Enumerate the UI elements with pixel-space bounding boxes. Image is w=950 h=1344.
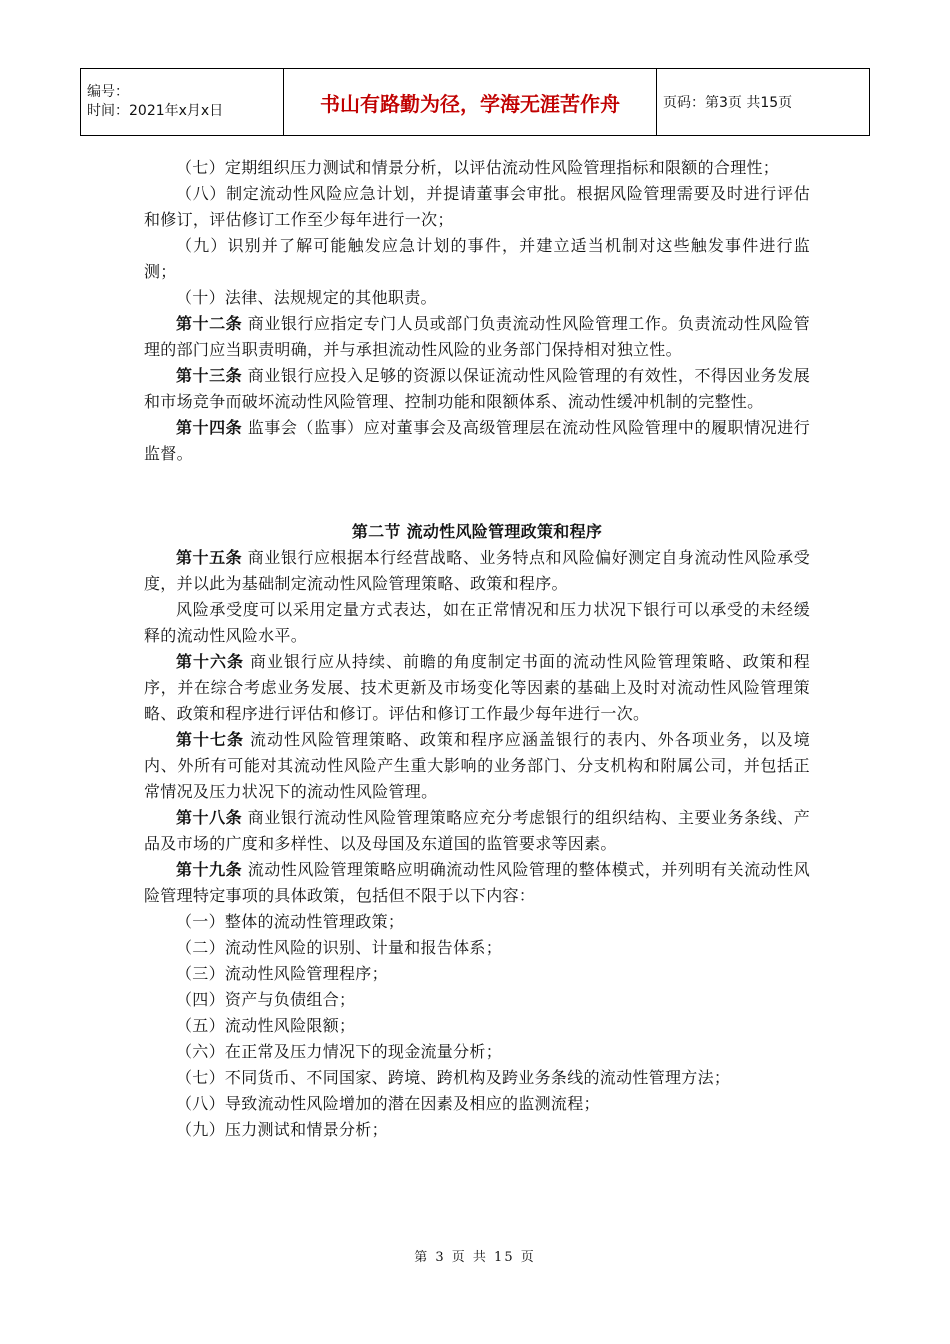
paragraph xyxy=(144,961,810,987)
document-body xyxy=(144,155,810,1143)
paragraph-text: （九）识别并了解可能触发应急计划的事件，并建立适当机制对这些触发事件进行监测； xyxy=(144,236,810,281)
article-number: 第十八条 xyxy=(176,808,243,827)
paragraph-text: （五）流动性风险限额； xyxy=(176,1016,356,1035)
paragraph-text: 商业银行应从持续、前瞻的角度制定书面的流动性风险管理策略、政策和程序，并在综合考虑业务发展、技术更新及市场变化等因素的基础上及时对流动性风险管理策略、政策和程序进行评估和修订。评估和修订工作最少每年进行一次。 xyxy=(144,652,810,723)
paragraph-text: （七）不同货币、不同国家、跨境、跨机构及跨业务条线的流动性管理方法； xyxy=(176,1068,731,1087)
paragraph-text: 商业银行流动性风险管理策略应充分考虑银行的组织结构、主要业务条线、产品及市场的广度和多样性、以及母国及东道国的监管要求等因素。 xyxy=(144,808,810,853)
paragraph xyxy=(144,727,810,805)
article-number: 第十七条 xyxy=(176,730,244,749)
paragraph xyxy=(144,1013,810,1039)
paragraph xyxy=(144,1065,810,1091)
paragraph xyxy=(144,987,810,1013)
paragraph xyxy=(144,363,810,415)
paragraph-text: （十）法律、法规规定的其他职责。 xyxy=(176,288,437,307)
paragraph-text: （一）整体的流动性管理政策； xyxy=(176,912,405,931)
paragraph xyxy=(144,415,810,467)
paragraph-text: （二）流动性风险的识别、计量和报告体系； xyxy=(176,938,503,957)
paragraph-text: 商业银行应根据本行经营战略、业务特点和风险偏好测定自身流动性风险承受度，并以此为基础制定流动性风险管理策略、政策和程序。 xyxy=(144,548,810,593)
article-number: 第十六条 xyxy=(176,652,244,671)
paragraph xyxy=(144,311,810,363)
paragraph xyxy=(144,597,810,649)
paragraph-text: （七）定期组织压力测试和情景分析，以评估流动性风险管理指标和限额的合理性； xyxy=(176,158,780,177)
article-number: 第十五条 xyxy=(176,548,243,567)
paragraph xyxy=(144,233,810,285)
paragraph xyxy=(144,805,810,857)
section-two-paragraphs xyxy=(144,545,810,1143)
paragraph xyxy=(144,285,810,311)
paragraph xyxy=(144,857,810,909)
paragraph-text: （八）制定流动性风险应急计划，并提请董事会审批。根据风险管理需要及时进行评估和修订，评估修订工作至少每年进行一次； xyxy=(144,184,810,229)
paragraph-text: 流动性风险管理策略、政策和程序应涵盖银行的表内、外各项业务，以及境内、外所有可能对其流动性风险产生重大影响的业务部门、分支机构和附属公司，并包括正常情况及压力状况下的流动性风险管理。 xyxy=(144,730,810,801)
header-page-info: 页码：第3页 共15页 xyxy=(657,69,870,136)
page-header xyxy=(80,68,870,136)
paragraph-text: （三）流动性风险管理程序； xyxy=(176,964,388,983)
paragraph-text: 商业银行应投入足够的资源以保证流动性风险管理的有效性，不得因业务发展和市场竞争而破坏流动性风险管理、控制功能和限额体系、流动性缓冲机制的完整性。 xyxy=(144,366,810,411)
header-motto: 书山有路勤为径，学海无涯苦作舟 xyxy=(284,69,657,136)
paragraph xyxy=(144,1117,810,1143)
paragraph-text: 监事会（监事）应对董事会及高级管理层在流动性风险管理中的履职情况进行监督。 xyxy=(144,418,810,463)
article-number: 第十九条 xyxy=(176,860,243,879)
paragraph xyxy=(144,649,810,727)
paragraph xyxy=(144,155,810,181)
page-footer: 第 3 页 共 15 页 xyxy=(414,1250,536,1265)
paragraph xyxy=(144,181,810,233)
paragraph xyxy=(144,909,810,935)
paragraph xyxy=(144,545,810,597)
article-number: 第十四条 xyxy=(176,418,243,437)
paragraph-text: （九）压力测试和情景分析； xyxy=(176,1120,388,1139)
paragraph-text: （八）导致流动性风险增加的潜在因素及相应的监测流程； xyxy=(176,1094,600,1113)
article-number: 第十三条 xyxy=(176,366,243,385)
document-date: 时间：2021年x月x日 xyxy=(87,103,224,119)
paragraph xyxy=(144,1039,810,1065)
section-title: 第二节 流动性风险管理政策和程序 xyxy=(351,522,603,541)
section-one-paragraphs xyxy=(144,155,810,467)
header-meta xyxy=(81,69,284,136)
paragraph-text: （六）在正常及压力情况下的现金流量分析； xyxy=(176,1042,503,1061)
paragraph xyxy=(144,1091,810,1117)
paragraph-text: 商业银行应指定专门人员或部门负责流动性风险管理工作。负责流动性风险管理的部门应当职责明确，并与承担流动性风险的业务部门保持相对独立性。 xyxy=(144,314,810,359)
paragraph-text: 风险承受度可以采用定量方式表达，如在正常情况和压力状况下银行可以承受的未经缓释的流动性风险水平。 xyxy=(144,600,810,645)
paragraph-text: 流动性风险管理策略应明确流动性风险管理的整体模式，并列明有关流动性风险管理特定事项的具体政策，包括但不限于以下内容： xyxy=(144,860,810,905)
document-number-label: 编号： xyxy=(87,84,129,100)
paragraph xyxy=(144,935,810,961)
article-number: 第十二条 xyxy=(176,314,243,333)
paragraph-text: （四）资产与负债组合； xyxy=(176,990,356,1009)
